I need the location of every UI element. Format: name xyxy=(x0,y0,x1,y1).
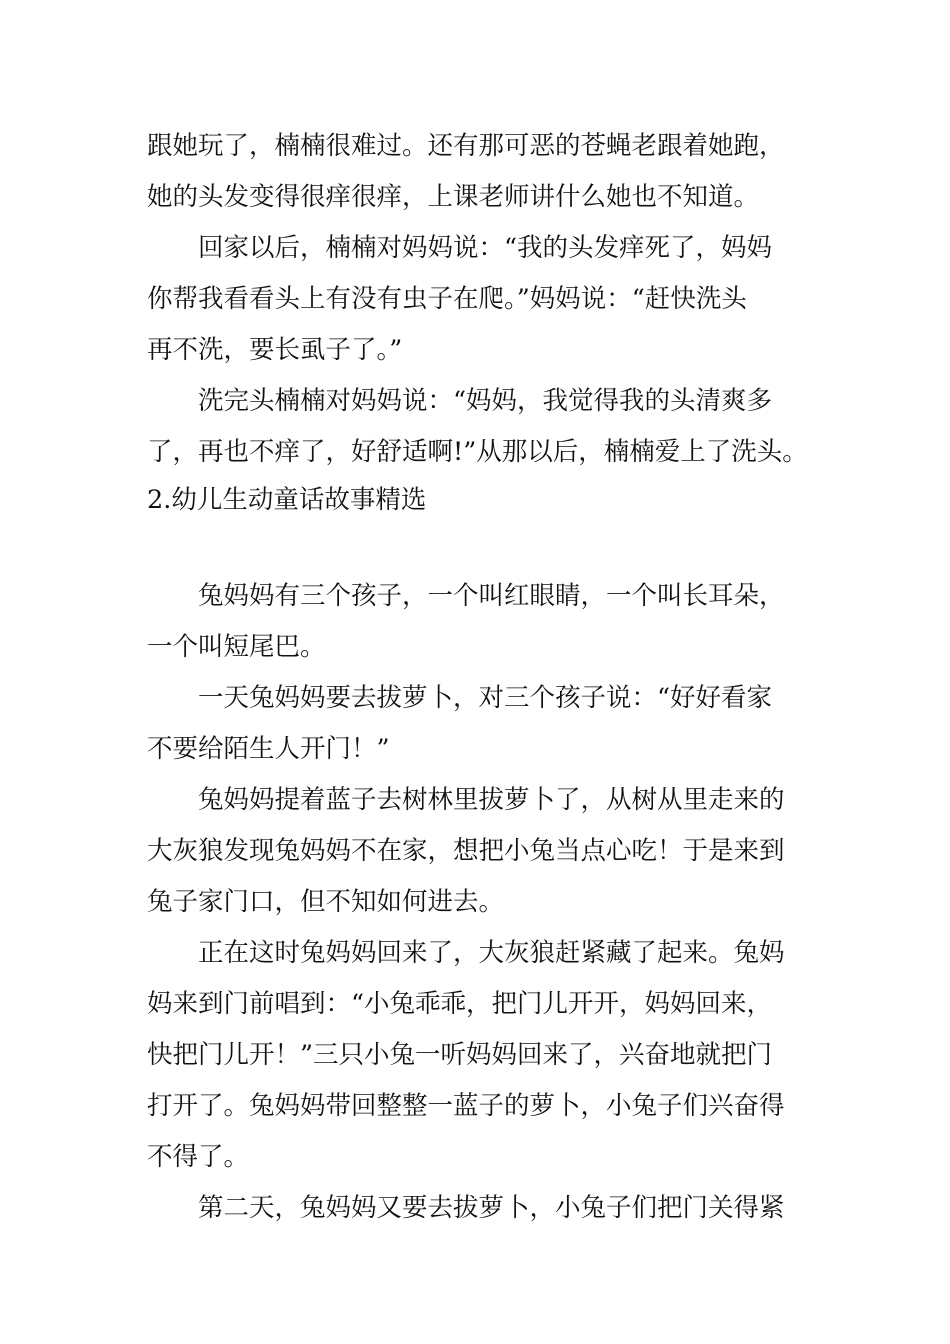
text-line: 打开了。兔妈妈带回整整一蓝子的萝卜，小兔子们兴奋得 xyxy=(147,1091,785,1121)
text-line: 兔妈妈有三个孩子，一个叫红眼睛，一个叫长耳朵， xyxy=(198,581,785,611)
section-heading: 2.幼儿生动童话故事精选 xyxy=(147,485,427,515)
text-line: 妈来到门前唱到：“小兔乖乖，把门儿开开，妈妈回来， xyxy=(147,989,773,1019)
text-line: 跟她玩了，楠楠很难过。还有那可恶的苍蝇老跟着她跑， xyxy=(147,131,785,161)
text-line: 不得了。 xyxy=(147,1142,250,1172)
text-line: 她的头发变得很痒很痒，上课老师讲什么她也不知道。 xyxy=(147,182,760,212)
text-line: 一个叫短尾巴。 xyxy=(147,632,326,662)
text-line: 你帮我看看头上有没有虫子在爬。”妈妈说：“赶快洗头 xyxy=(147,284,747,314)
text-line: 回家以后，楠楠对妈妈说：“我的头发痒死了，妈妈 xyxy=(198,233,773,263)
text-line: 了，再也不痒了，好舒适啊!”从那以后，楠楠爱上了洗头。 xyxy=(147,437,808,467)
text-line: 兔子家门口，但不知如何进去。 xyxy=(147,887,505,917)
text-line: 不要给陌生人开门！” xyxy=(147,734,390,764)
text-line: 洗完头楠楠对妈妈说：“妈妈，我觉得我的头清爽多 xyxy=(198,386,773,416)
text-line: 正在这时兔妈妈回来了，大灰狼赶紧藏了起来。兔妈 xyxy=(198,938,785,968)
text-line: 兔妈妈提着蓝子去树林里拔萝卜了，从树从里走来的 xyxy=(198,785,785,815)
text-line: 一天兔妈妈要去拔萝卜，对三个孩子说：“好好看家 xyxy=(198,683,773,713)
text-line: 再不洗，要长虱子了。” xyxy=(147,335,403,365)
text-line: 大灰狼发现兔妈妈不在家，想把小兔当点心吃！于是来到 xyxy=(147,836,785,866)
text-line: 快把门儿开！”三只小兔一听妈妈回来了，兴奋地就把门 xyxy=(147,1040,773,1070)
text-line: 第二天，兔妈妈又要去拔萝卜，小兔子们把门关得紧 xyxy=(198,1193,785,1223)
